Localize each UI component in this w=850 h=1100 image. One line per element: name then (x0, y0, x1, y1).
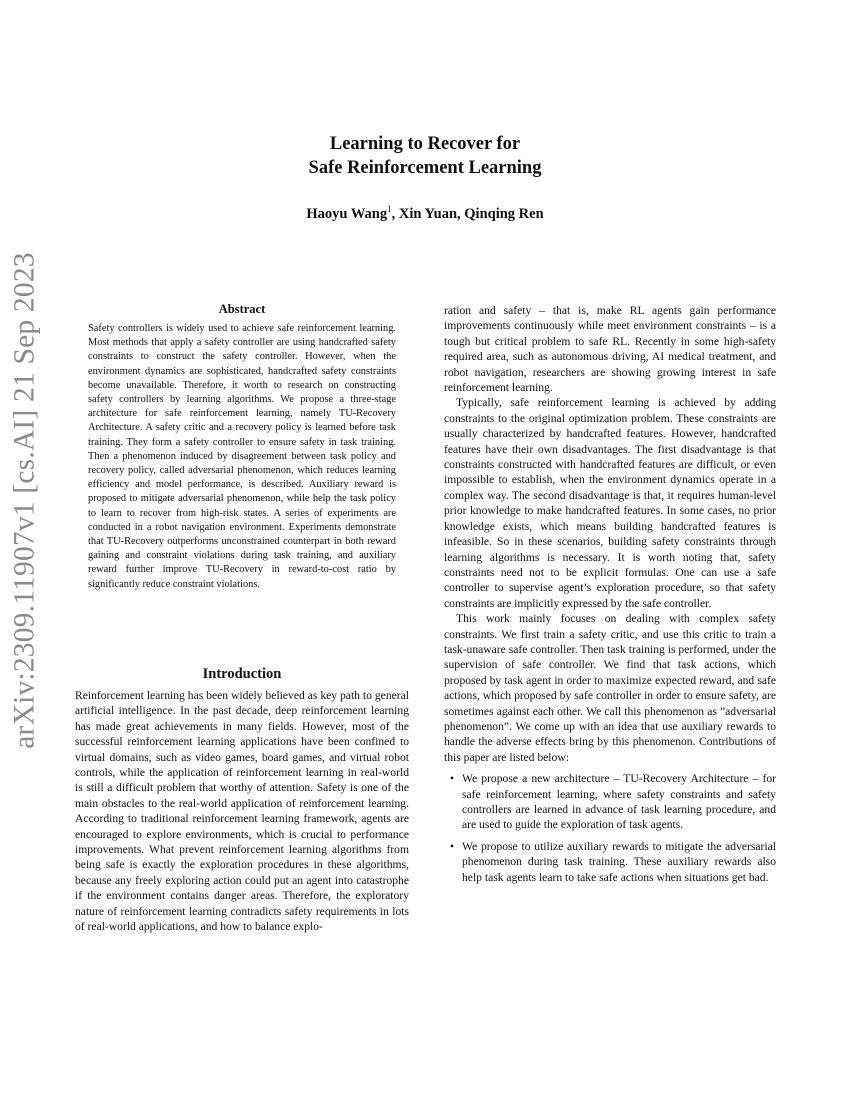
author-1: Haoyu Wang (306, 205, 388, 222)
contributions-list (444, 771, 776, 885)
paper-authors (75, 204, 775, 223)
arxiv-identifier-sidebar (0, 251, 50, 749)
abstract-heading: Abstract (218, 302, 266, 316)
contribution-item-2 (444, 839, 776, 885)
abstract-body: Safety controllers is widely used to achieve safe reinforcement learning. Most methods that apply a safety controller are using handcrafted safety constraints to construct the safety controller. However, when the environment dynamics are sophisticated, handcrafted safety constraints become unavailable. Therefore, it worth to research on constructing safety controllers by learning algorithms. We propose a three-stage architecture for safe reinforcement learning, namely TU-Recovery Architecture. A safety critic and a recovery policy is learned before task training. They form a safety controller to ensure safety in task training. Then a phenomenon induced by disagreement between task policy and recovery policy, called adversarial phenomenon, which reduces learning efficiency and model performance, is described. Auxiliary reward is proposed to mitigate adversarial phenomenon, while help the task policy to learn to recover from high-risk states. A series of experiments are conducted in a robot navigation environment. Experiments demonstrate that TU-Recovery outperforms unconstrained counterpart in both reward gaining and constraint violations during task training, and auxiliary reward further improve TU-Recovery in reward-to-cost ratio by significantly reduce constraint violations. (88, 323, 396, 590)
right-column-paragraph-1: ration and safety – that is, make RL agents gain performance improvements continuously while meet environment constraints – is a tough but critical problem to safe RL. Recently in some high-safety required area, such as autonomous driving, AI medical treatment, and robot navigation, researchers are showing growing interest in safe reinforcement learning. (444, 304, 776, 395)
contribution-item-1 (444, 771, 776, 833)
authors-rest: , Xin Yuan, Qinqing Ren (391, 205, 544, 222)
right-column (444, 303, 776, 891)
paper-header (75, 132, 775, 223)
author-1-affiliation-mark: 1 (387, 204, 392, 214)
introduction-heading: Introduction (202, 666, 282, 682)
right-column-paragraph-2: Typically, safe reinforcement learning is achieved by adding constraints to the original optimization problem. These constraints are usually characterized by handcrafted features. However, handcrafted features have their own disadvantages. The first disadvantage is that constraints constructed with handcrafted features are difficult, or even impossible to establish, when the environment dynamics operate in a complex way. The second disadvantage is that, it requires human-level prior knowledge to make handcrafted features. In some cases, no prior knowledge exists, which means building handcrafted features is infeasible. So in these scenarios, building safety constraints through learning algorithms is necessary. It is worth noting that, safety constraints need not to be explicit formulas. One can use a safe controller to supervise agent’s exploration procedure, so that safety constraints are implicitly expressed by the safe controller. (444, 396, 776, 610)
paper-title-line-2: Safe Reinforcement Learning (308, 158, 542, 178)
right-column-paragraph-3: This work mainly focuses on dealing with complex safety constraints. We first train a safety critic, and use this critic to train a task-unaware safe controller. Then task training is performed, under the supervision of safe controller. We find that task actions, which proposed by task agent in order to maximize expected reward, and safe actions, which proposed by safe controller in order to ensure safety, are sometimes against each other. We call this phenomenon as ”adversarial phenomenon”. We come up with an idea that use auxiliary rewards to handle the adverse effects bring by this phenomenon. Contributions of this paper are listed below: (444, 612, 776, 764)
arxiv-identifier-text: arXiv:2309.11907v1 [cs.AI] 21 Sep 2023 (8, 251, 41, 749)
introduction-body: Reinforcement learning has been widely believed as key path to general artificial intelligence. In the past decade, deep reinforcement learning has made great achievements in many fields. However, most of the successful reinforcement learning applications have been confined to virtual domains, such as video games, board games, and virtual robot controls, while the application of reinforcement learning in real-world is still a difficult problem that worthy of attention. Safety is one of the main obstacles to the real-world application of reinforcement learning. According to traditional reinforcement learning framework, agents are encouraged to explore environments, which is crucial to performance improvements. What prevent reinforcement learning algorithms from being safe is exactly the exploration procedures in these algorithms, because any freely exploring action could put an agent into catastrophe if the environment contains danger areas. Therefore, the exploratory nature of reinforcement learning contradicts safety requirements in lots of real-world applications, and how to balance explo- (75, 689, 409, 934)
paper-title-line-1: Learning to Recover for (329, 134, 521, 154)
bullet-icon: • (450, 772, 455, 786)
contribution-text-2: We propose to utilize auxiliary rewards to mitigate the adversarial phenomenon during task training. These auxiliary rewards also help task agents learn to take safe actions when situations get bad. (462, 839, 776, 884)
contribution-text-1: We propose a new architecture – TU-Recovery Architecture – for safe reinforcement learning, where safety constraints and safety controllers are learned in advance of task learning procedure, and are used to guide the exploration of task agents. (462, 772, 776, 832)
bullet-icon: • (450, 839, 455, 853)
